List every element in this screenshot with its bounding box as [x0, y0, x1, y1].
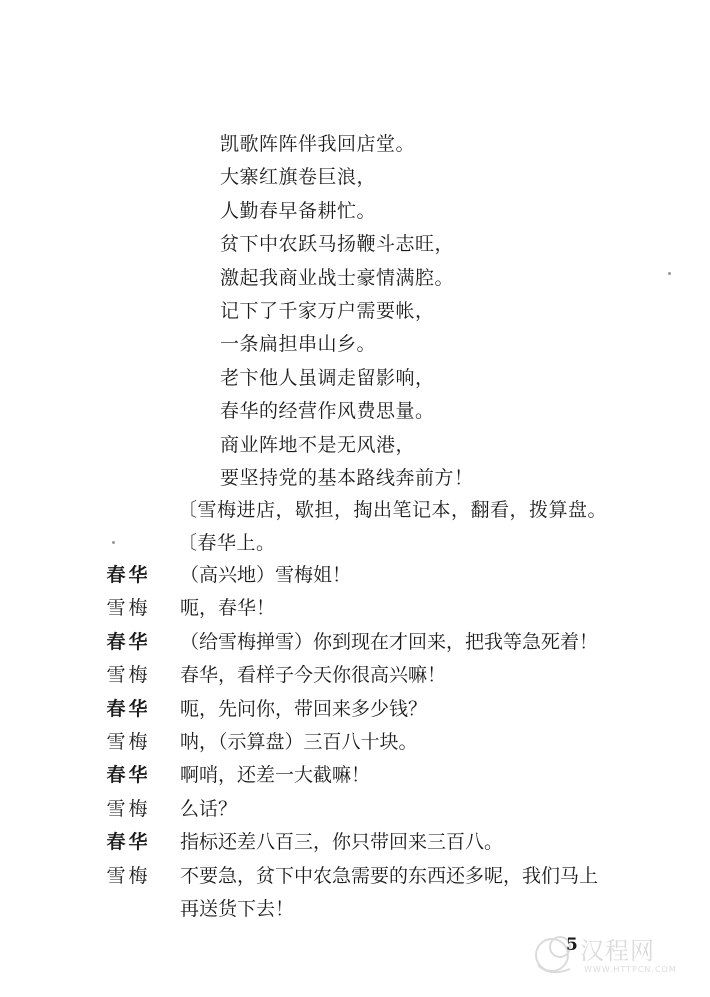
watermark-logo-icon [530, 925, 582, 981]
song-verse [220, 128, 474, 495]
verse-line: 一条扁担串山乡。 [220, 333, 377, 356]
watermark-text: 汉程网 [580, 937, 655, 965]
verse-line: 人勤春早备耕忙。 [220, 199, 377, 222]
speaker-name: 春 华 [106, 630, 148, 653]
speaker-name: 雪 梅 [106, 597, 148, 620]
line-text: 春华，看样子今天你很高兴嘛！ [180, 664, 447, 687]
scan-speck [112, 541, 115, 544]
speaker-name: 春 华 [106, 564, 148, 586]
dialogue-line [105, 626, 670, 659]
verse-line: 要坚持党的基本路线奔前方！ [220, 466, 474, 489]
speaker-name: 春 华 [106, 697, 148, 720]
dialogue-line [105, 726, 670, 759]
dialogue-list [105, 559, 670, 926]
verse-line: 贫下中农跃马扬鞭斗志旺， [220, 233, 455, 256]
watermark [530, 925, 700, 985]
speaker-name: 雪 梅 [106, 664, 148, 687]
dialogue-line [105, 693, 670, 726]
speaker-name: 春 华 [106, 831, 148, 854]
page-number: 5 [566, 935, 578, 955]
verse-line: 春华的经营作风费思量。 [220, 400, 435, 423]
dialogue-line [105, 559, 670, 592]
speaker-name: 雪 梅 [106, 731, 148, 754]
line-text: 不要急，贫下中农急需要的东西还多呢，我们马上再送货下去！ [180, 864, 599, 921]
line-text: 么话？ [180, 797, 238, 820]
verse-line: 大寨红旗卷巨浪， [220, 166, 377, 189]
line-text: 指标还差八百三，你只带回来三百八。 [180, 831, 504, 854]
line-text: （高兴地）雪梅姐！ [180, 564, 352, 586]
dialogue-line [105, 793, 670, 826]
dialogue-line [105, 659, 670, 692]
verse-line: 老卞他人虽调走留影响， [220, 366, 435, 389]
verse-line: 激起我商业战士豪情满腔。 [220, 266, 455, 289]
dialogue-line [105, 759, 670, 792]
dialogue-line [105, 860, 670, 927]
line-text: 呃，先问你，带回来多少钱？ [180, 697, 428, 720]
stage-direction: 〔春华上。 [178, 532, 276, 554]
dialogue-line [105, 592, 670, 625]
verse-line: 商业阵地不是无风港， [220, 433, 416, 456]
watermark-url: WWW.HTTPCN.COM [584, 965, 677, 974]
verse-line: 记下了千家万户需要帐， [220, 299, 435, 322]
line-text: 呐，（示算盘）三百八十块。 [180, 731, 418, 754]
stage-direction: 〔雪梅进店，歇担，掏出笔记本，翻看，拨算盘。 [178, 499, 608, 521]
line-text: 呃，春华！ [180, 597, 276, 620]
speaker-name: 雪 梅 [106, 864, 148, 887]
dialogue-line [105, 826, 670, 859]
line-text: 啊哨，还差一大截嘛！ [180, 764, 371, 787]
verse-line: 凯歌阵阵伴我回店堂。 [220, 133, 416, 155]
line-text: （给雪梅掸雪）你到现在才回来，把我等急死着！ [180, 630, 599, 653]
scan-speck [668, 272, 671, 275]
speaker-name: 雪 梅 [106, 797, 148, 820]
speaker-name: 春 华 [106, 764, 148, 787]
